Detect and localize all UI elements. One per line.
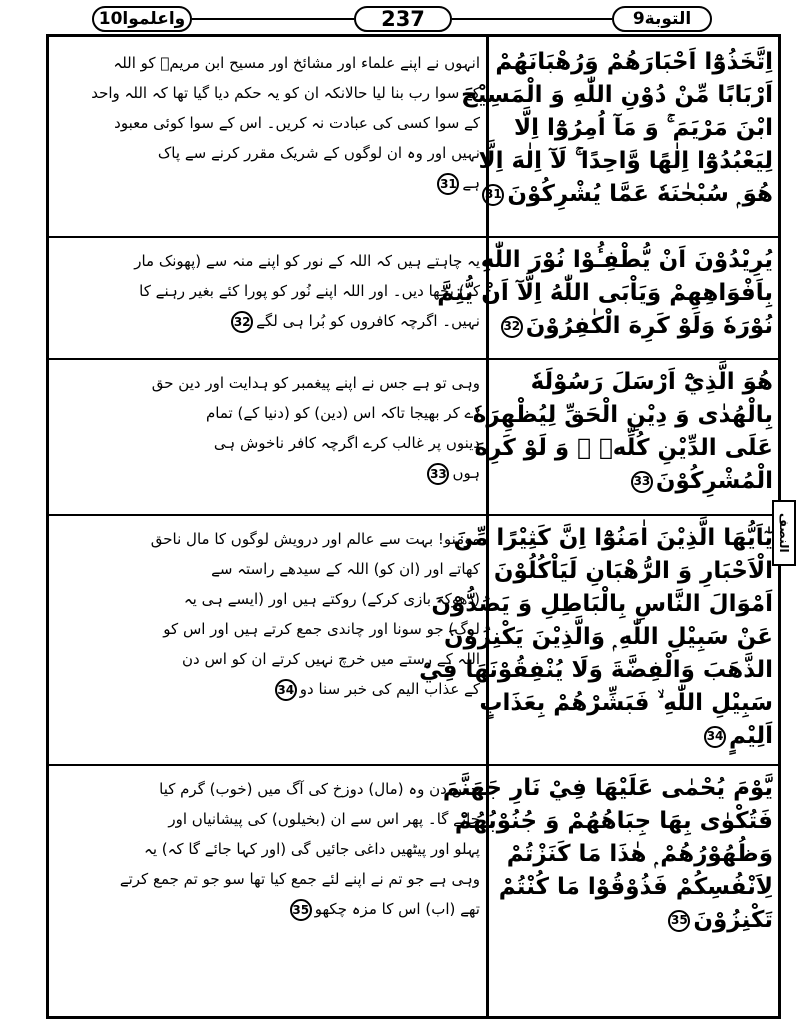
arabic-line [490, 904, 773, 937]
arabic-line: ابْنَ مَرْيَمَ ۚ وَ مَآ اُمِرُوْٓا اِلَّا [513, 115, 773, 141]
verse-number-marker: 31 [437, 173, 459, 195]
arabic-line: يٰٓاَيُّهَا الَّذِيْنَ اٰمَنُوْٓا اِنَّ كَثِيْرًا مِّنَ [453, 525, 773, 551]
urdu-line-text: تھے (اب) اس کا مزہ چکھو [314, 900, 480, 918]
verse-arabic-33 [472, 366, 773, 498]
verse-separator [46, 514, 781, 516]
arabic-line: عَنْ سَبِيْلِ اللّٰهِ ۭ وَالَّذِيْنَ يَكْنِزُوْنَ [443, 624, 773, 650]
verse-number-marker: 35 [668, 910, 690, 932]
verse-urdu-35 [56, 774, 480, 924]
urdu-line [56, 674, 480, 704]
urdu-line: یہ چاہتے ہیں کہ اللہ کے نور کو اپنے منہ سے (پھونک مار [134, 252, 480, 270]
urdu-line: دینوں پر غالب کرے اگرچہ کافر ناخوش ہی [213, 434, 480, 452]
urdu-line: لوگ) جو سونا اور چاندی جمع کرتے ہیں اور اس کو [163, 620, 480, 638]
arabic-line [490, 720, 773, 753]
verse-separator [46, 764, 781, 766]
verse-separator [46, 236, 781, 238]
arabic-line: سَبِيْلِ اللّٰهِ ۙ فَبَشِّرْهُمْ بِعَذَابٍ [479, 690, 773, 716]
arabic-line: الْاَحْبَارِ وَ الرُّهْبَانِ لَيَاْكُلُوْنَ [493, 558, 773, 584]
arabic-line: اَرْبَابًا مِّنْ دُوْنِ اللّٰهِ وَ الْمَسِيْحَ [461, 82, 773, 108]
verse-number-marker: 34 [275, 679, 297, 701]
urdu-line-text: ہوں [452, 464, 480, 482]
header-rule-right [452, 18, 612, 20]
urdu-line [56, 894, 480, 924]
arabic-line-text: تَكْنِزُوْنَ [693, 907, 773, 933]
arabic-line: وَظُهُوْرُهُمْ ۭ هٰذَا مَا كَنَزْتُمْ [506, 841, 773, 867]
page-number: 237 [354, 6, 452, 32]
arabic-line: الذَّهَبَ وَالْفِضَّةَ وَلَا يُنْفِقُوْنَهَا فِيْ [419, 657, 773, 683]
urdu-line: نہیں اور وہ ان لوگوں کے شریک مقرر کرنے سے پاک [157, 144, 480, 162]
verse-urdu-31 [56, 48, 480, 198]
arabic-line: لِاَنْفُسِكُمْ فَذُوْقُوْا مَا كُنْتُمْ [498, 874, 773, 900]
arabic-line-text: هُوَ ۭ سُبْحٰنَهٗ عَمَّا يُشْرِكُوْنَ [507, 181, 773, 207]
arabic-line: بِاَفْوَاهِهِمْ وَيَاْبَى اللّٰهُ اِلَّآ اَنْ يُّتِمَّ [437, 280, 773, 306]
verse-arabic-32 [437, 244, 773, 343]
urdu-line: وہی ہے جو تم نے اپنے لئے جمع کیا تھا سو جو تم جمع کرتے [119, 870, 480, 888]
urdu-line: کر) بجھا دیں۔ اور اللہ اپنے نُور کو پورا کئے بغیر رہنے کا [139, 282, 480, 300]
verse-number-marker: 32 [501, 316, 523, 338]
arabic-line: اِتَّخَذُوْٓا اَحْبَارَهُمْ وَرُهْبَانَهُمْ [495, 49, 773, 75]
urdu-line: دے کر بھیجا تاکہ اس (دین) کو (دنیا کے) تمام [206, 404, 480, 422]
verse-number-marker: 34 [704, 726, 726, 748]
urdu-line: کے سوا رب بنا لیا حالانکہ ان کو یہ حکم دیا گیا تھا کہ اللہ واحد [91, 84, 480, 102]
urdu-line: وہی تو ہے جس نے اپنے پیغمبر کو ہدایت اور دین حق [151, 374, 480, 392]
urdu-line: جائے گا۔ پھر اس سے ان (بخیلوں) کی پیشانیاں اور [168, 810, 480, 828]
urdu-line: کھاتے اور (ان کو) اللہ کے سیدھے راستہ سے [211, 560, 480, 578]
verse-urdu-34 [56, 524, 480, 704]
urdu-line-text: ہے [462, 174, 480, 192]
urdu-line: جس دن وہ (مال) دوزخ کی آگ میں (خوب) گرم کیا [159, 780, 480, 798]
arabic-line: لِيَعْبُدُوْٓا اِلٰهًا وَّاحِدًا ۚ لَآ اِلٰهَ اِلَّا [478, 148, 773, 174]
hizb-marker-label: النصف [777, 513, 791, 553]
urdu-line [56, 306, 480, 336]
arabic-line: هُوَ الَّذِيْٓ اَرْسَلَ رَسُوْلَهٗ [530, 369, 773, 395]
arabic-line: عَلَى الدِّيْنِ كُلِّهٖ ۙ وَ لَوْ كَرِهَ [474, 435, 773, 461]
urdu-line-text: کے عذاب الیم کی خبر سنا دو [299, 680, 480, 698]
arabic-line: يَّوْمَ يُحْمٰى عَلَيْهَا فِيْ نَارِ جَهَنَّمَ [442, 775, 773, 801]
urdu-line [56, 458, 480, 488]
arabic-line: يُرِيْدُوْنَ اَنْ يُّطْفِـُٔوْا نُوْرَ اللّٰهِ [480, 247, 773, 273]
verse-number-marker: 33 [631, 471, 653, 493]
para-name-label: واعلموا10 [92, 6, 192, 32]
urdu-line-text: نہیں۔ اگرچہ کافروں کو بُرا ہی لگے [256, 312, 480, 330]
arabic-line [490, 465, 773, 498]
urdu-line: انہوں نے اپنے علماء اور مشائخ اور مسیح ابن مریمؑ کو اللہ [113, 54, 480, 72]
hizb-marker [772, 500, 796, 566]
header-rule-left [192, 18, 354, 20]
arabic-line [485, 178, 773, 211]
urdu-line [56, 168, 480, 198]
urdu-line: مومنو! بہت سے عالم اور درویش لوگوں کا مال ناحق [150, 530, 480, 548]
verse-number-marker: 35 [290, 899, 312, 921]
arabic-line: فَتُكْوٰى بِهَا جِبَاهُهُمْ وَ جُنُوْبُهُمْ [454, 808, 773, 834]
arabic-line [490, 310, 773, 343]
verse-arabic-34 [419, 522, 773, 753]
verse-urdu-33 [56, 368, 480, 488]
arabic-line: اَمْوَالَ النَّاسِ بِالْبَاطِلِ وَ يَصُدُّوْنَ [431, 591, 773, 617]
urdu-line: کے سوا کسی کی عبادت نہ کریں۔ اس کے سوا کوئی معبود [114, 114, 480, 132]
verse-arabic-35 [442, 772, 773, 937]
verse-number-marker: 31 [482, 184, 504, 206]
arabic-line-text: نُوْرَهٗ وَلَوْ كَرِهَ الْكٰفِرُوْنَ [525, 313, 773, 339]
surah-name-label: التوبة9 [612, 6, 712, 32]
arabic-line-text: اَلِيْمٍ [729, 723, 773, 749]
arabic-line: بِالْهُدٰى وَ دِيْنِ الْحَقِّ لِيُظْهِرَهٗ [472, 402, 773, 428]
urdu-line: (دھوکہ بازی کرکے) روکتے ہیں اور (ایسے ہی یہ [183, 590, 480, 608]
verse-separator [46, 358, 781, 360]
verse-number-marker: 33 [427, 463, 449, 485]
urdu-line: اللہ کے رستے میں خرچ نہیں کرتے ان کو اس دن [182, 650, 480, 668]
verse-urdu-32 [56, 246, 480, 336]
verse-number-marker: 32 [231, 311, 253, 333]
arabic-line-text: الْمُشْرِكُوْنَ [655, 468, 773, 494]
urdu-line: پہلو اور پیٹھیں داغی جائیں گی (اور کہا جائے گا کہ) یہ [144, 840, 480, 858]
